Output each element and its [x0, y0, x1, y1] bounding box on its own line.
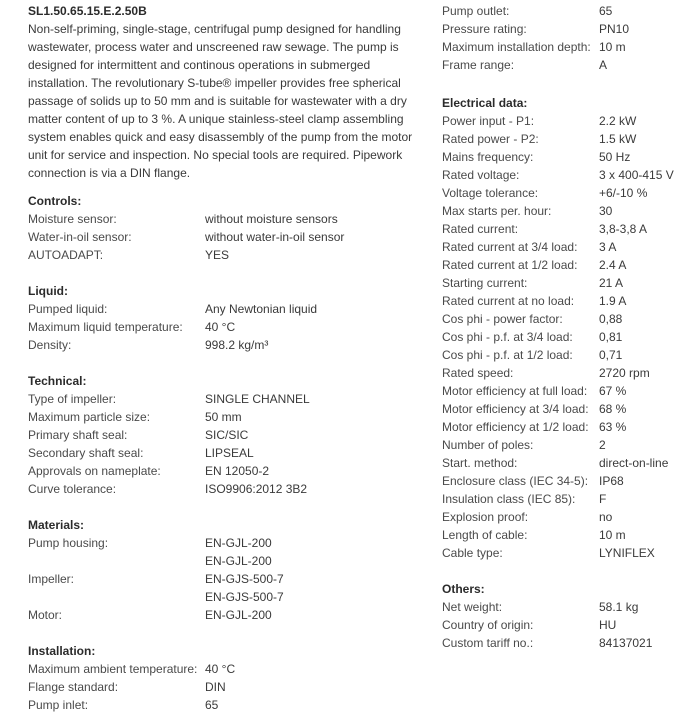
spec-row [28, 336, 418, 354]
spec-value: without moisture sensors [205, 212, 338, 226]
description-line: unit for service and inspection. No special tools are required. Pipework [28, 148, 403, 162]
product-title: SL1.50.65.15.E.2.50B [28, 4, 147, 18]
spec-label: Length of cable: [442, 528, 528, 542]
spec-row [442, 292, 692, 310]
spec-label: Voltage tolerance: [442, 186, 539, 200]
right-column [442, 0, 692, 652]
spec-row [442, 148, 692, 166]
spec-label: Maximum particle size: [28, 410, 151, 424]
spec-value: 998.2 kg/m³ [205, 338, 269, 352]
spec-row [442, 220, 692, 238]
spec-label: Pumped liquid: [28, 302, 108, 316]
spec-value: +6/-10 % [599, 186, 648, 200]
spec-row [442, 346, 692, 364]
spec-value: 84137021 [599, 636, 653, 650]
electrical-section [442, 94, 692, 562]
spec-value-line: EN-GJL-200 [205, 536, 272, 550]
spec-label: Country of origin: [442, 618, 534, 632]
spec-row [442, 544, 692, 562]
spec-row [28, 318, 418, 336]
spec-row [442, 508, 692, 526]
spec-row [442, 598, 692, 616]
spec-value: Any Newtonian liquid [205, 302, 318, 316]
spec-value: EN-GJL-200 [205, 608, 272, 622]
spec-row [28, 678, 418, 696]
spec-row [442, 56, 692, 74]
spec-row [442, 616, 692, 634]
spec-row [442, 166, 692, 184]
spec-label: Motor efficiency at full load: [442, 384, 588, 398]
spec-value: 21 A [599, 276, 624, 290]
spec-value: 40 °C [205, 662, 236, 676]
spec-value: LIPSEAL [205, 446, 254, 460]
spec-row [442, 490, 692, 508]
spec-label: Secondary shaft seal: [28, 446, 144, 460]
product-description [28, 20, 418, 182]
spec-value: F [599, 492, 607, 506]
section-heading: Liquid: [28, 284, 68, 298]
spec-value: direct-on-line [599, 456, 669, 470]
section-heading: Controls: [28, 194, 82, 208]
spec-value: 1.9 A [599, 294, 627, 308]
spec-row [28, 480, 418, 498]
spec-label: Pump inlet: [28, 698, 89, 712]
spec-value: 58.1 kg [599, 600, 639, 614]
spec-label: Pump housing: [28, 536, 109, 550]
spec-value: 50 mm [205, 410, 242, 424]
spec-label: Maximum installation depth: [442, 40, 591, 54]
spec-label: Number of poles: [442, 438, 534, 452]
section-heading: Technical: [28, 374, 87, 388]
spec-row [442, 38, 692, 56]
description-line: designed for intermittent and continous operations in submerged [28, 58, 371, 72]
controls-section [28, 192, 418, 264]
materials-section [28, 516, 418, 624]
spec-row [28, 696, 418, 714]
spec-value: HU [599, 618, 617, 632]
spec-value: A [599, 58, 608, 72]
spec-row [442, 382, 692, 400]
spec-label: Explosion proof: [442, 510, 529, 524]
spec-label: Starting current: [442, 276, 528, 290]
spec-value: SIC/SIC [205, 428, 249, 442]
spec-row [442, 418, 692, 436]
spec-label: Cos phi - power factor: [442, 312, 563, 326]
technical-section [28, 372, 418, 498]
spec-row [28, 534, 418, 570]
spec-row [442, 400, 692, 418]
spec-row [28, 246, 418, 264]
spec-row [442, 364, 692, 382]
spec-value: 0,81 [599, 330, 623, 344]
spec-value: ISO9906:2012 3B2 [205, 482, 308, 496]
spec-value: 65 [205, 698, 219, 712]
spec-value: 63 % [599, 420, 627, 434]
spec-label: Maximum ambient temperature: [28, 662, 198, 676]
description-line: connection is via a DIN flange. [28, 166, 191, 180]
spec-row [442, 238, 692, 256]
spec-label: Type of impeller: [28, 392, 117, 406]
spec-label: Rated speed: [442, 366, 514, 380]
spec-value: no [599, 510, 613, 524]
spec-row [28, 408, 418, 426]
spec-value: without water-in-oil sensor [205, 230, 345, 244]
spec-row [442, 454, 692, 472]
spec-row [442, 112, 692, 130]
spec-row [442, 130, 692, 148]
spec-value [205, 534, 272, 570]
spec-label: Pressure rating: [442, 22, 527, 36]
spec-value: 10 m [599, 528, 626, 542]
spec-row [442, 472, 692, 490]
spec-row [442, 2, 692, 20]
spec-row [442, 202, 692, 220]
section-heading: Materials: [28, 518, 85, 532]
spec-value: 0,71 [599, 348, 623, 362]
spec-value: 3,8-3,8 A [599, 222, 648, 236]
spec-row [28, 462, 418, 480]
spec-label: Density: [28, 338, 72, 352]
others-section [442, 580, 692, 652]
spec-label: Power input - P1: [442, 114, 535, 128]
description-line: matter content of up to 3 %. A unique stainless-steel clamp assembling [28, 112, 404, 126]
spec-label: Motor efficiency at 3/4 load: [442, 402, 589, 416]
spec-row [442, 274, 692, 292]
spec-label: Frame range: [442, 58, 515, 72]
spec-label: Max starts per. hour: [442, 204, 552, 218]
spec-label: Cos phi - p.f. at 1/2 load: [442, 348, 573, 362]
spec-row [442, 310, 692, 328]
spec-row [28, 660, 418, 678]
spec-row [442, 634, 692, 652]
spec-value: LYNIFLEX [599, 546, 655, 560]
spec-label: Cos phi - p.f. at 3/4 load: [442, 330, 573, 344]
spec-row [28, 570, 418, 606]
spec-row [442, 526, 692, 544]
spec-label: Maximum liquid temperature: [28, 320, 183, 334]
spec-label: Net weight: [442, 600, 503, 614]
spec-value: IP68 [599, 474, 624, 488]
section-heading: Installation: [28, 644, 96, 658]
spec-label: Primary shaft seal: [28, 428, 128, 442]
spec-row [28, 390, 418, 408]
spec-value: 1.5 kW [599, 132, 637, 146]
spec-value: 2.2 kW [599, 114, 637, 128]
spec-value-line: EN-GJS-500-7 [205, 590, 284, 604]
spec-value: 0,88 [599, 312, 623, 326]
spec-row [442, 256, 692, 274]
spec-label: Moisture sensor: [28, 212, 117, 226]
description-line: passage of solids up to 50 mm and is suitable for wastewater with a dry [28, 94, 407, 108]
spec-label: Rated current at 3/4 load: [442, 240, 578, 254]
spec-label: Enclosure class (IEC 34-5): [442, 474, 589, 488]
spec-label: Rated voltage: [442, 168, 520, 182]
spec-value: 68 % [599, 402, 627, 416]
spec-value: 50 Hz [599, 150, 631, 164]
spec-row [28, 606, 418, 624]
spec-label: Rated current at 1/2 load: [442, 258, 578, 272]
spec-value-line: EN-GJL-200 [205, 554, 272, 568]
spec-row [442, 436, 692, 454]
spec-value: 3 x 400-415 V [599, 168, 674, 182]
spec-label: Mains frequency: [442, 150, 534, 164]
spec-row [28, 300, 418, 318]
spec-value: SINGLE CHANNEL [205, 392, 310, 406]
spec-label: Insulation class (IEC 85): [442, 492, 576, 506]
spec-label: Approvals on nameplate: [28, 464, 161, 478]
spec-value: 67 % [599, 384, 627, 398]
spec-label: Custom tariff no.: [442, 636, 534, 650]
spec-label: Impeller: [28, 572, 75, 586]
description-line: wastewater, process water and unscreened raw sewage. The pump is [28, 40, 399, 54]
spec-value: 40 °C [205, 320, 236, 334]
spec-value: DIN [205, 680, 226, 694]
spec-label: Cable type: [442, 546, 503, 560]
installation-continued-section [442, 2, 692, 74]
spec-label: Rated power - P2: [442, 132, 539, 146]
spec-value: 2 [599, 438, 606, 452]
section-heading: Electrical data: [442, 96, 528, 110]
spec-label: Water-in-oil sensor: [28, 230, 132, 244]
spec-row [442, 184, 692, 202]
spec-label: AUTOADAPT: [28, 248, 104, 262]
spec-value-line: EN-GJS-500-7 [205, 572, 284, 586]
spec-row [442, 20, 692, 38]
spec-row [442, 328, 692, 346]
section-heading: Others: [442, 582, 485, 596]
spec-label: Start. method: [442, 456, 518, 470]
spec-value: 65 [599, 4, 613, 18]
left-column [28, 0, 418, 714]
spec-label: Rated current at no load: [442, 294, 575, 308]
spec-label: Motor efficiency at 1/2 load: [442, 420, 589, 434]
spec-value [205, 570, 284, 606]
spec-value: 30 [599, 204, 613, 218]
spec-row [28, 210, 418, 228]
description-line: system enables quick and easy disassembly of the pump from the motor [28, 130, 413, 144]
spec-row [28, 426, 418, 444]
spec-value: 2720 rpm [599, 366, 650, 380]
spec-label: Rated current: [442, 222, 519, 236]
spec-label: Flange standard: [28, 680, 119, 694]
spec-value: PN10 [599, 22, 630, 36]
spec-value: 3 A [599, 240, 617, 254]
spec-label: Pump outlet: [442, 4, 510, 18]
spec-value: 10 m [599, 40, 626, 54]
installation-section [28, 642, 418, 714]
spec-label: Curve tolerance: [28, 482, 117, 496]
spec-row [28, 228, 418, 246]
spec-row [28, 444, 418, 462]
spec-value: 2.4 A [599, 258, 627, 272]
spec-value: YES [205, 248, 230, 262]
description-line: installation. The revolutionary S-tube® impeller provides free spherical [28, 76, 401, 90]
description-line: Non-self-priming, single-stage, centrifugal pump designed for handling [28, 22, 401, 36]
liquid-section [28, 282, 418, 354]
spec-value: EN 12050-2 [205, 464, 270, 478]
spec-label: Motor: [28, 608, 63, 622]
